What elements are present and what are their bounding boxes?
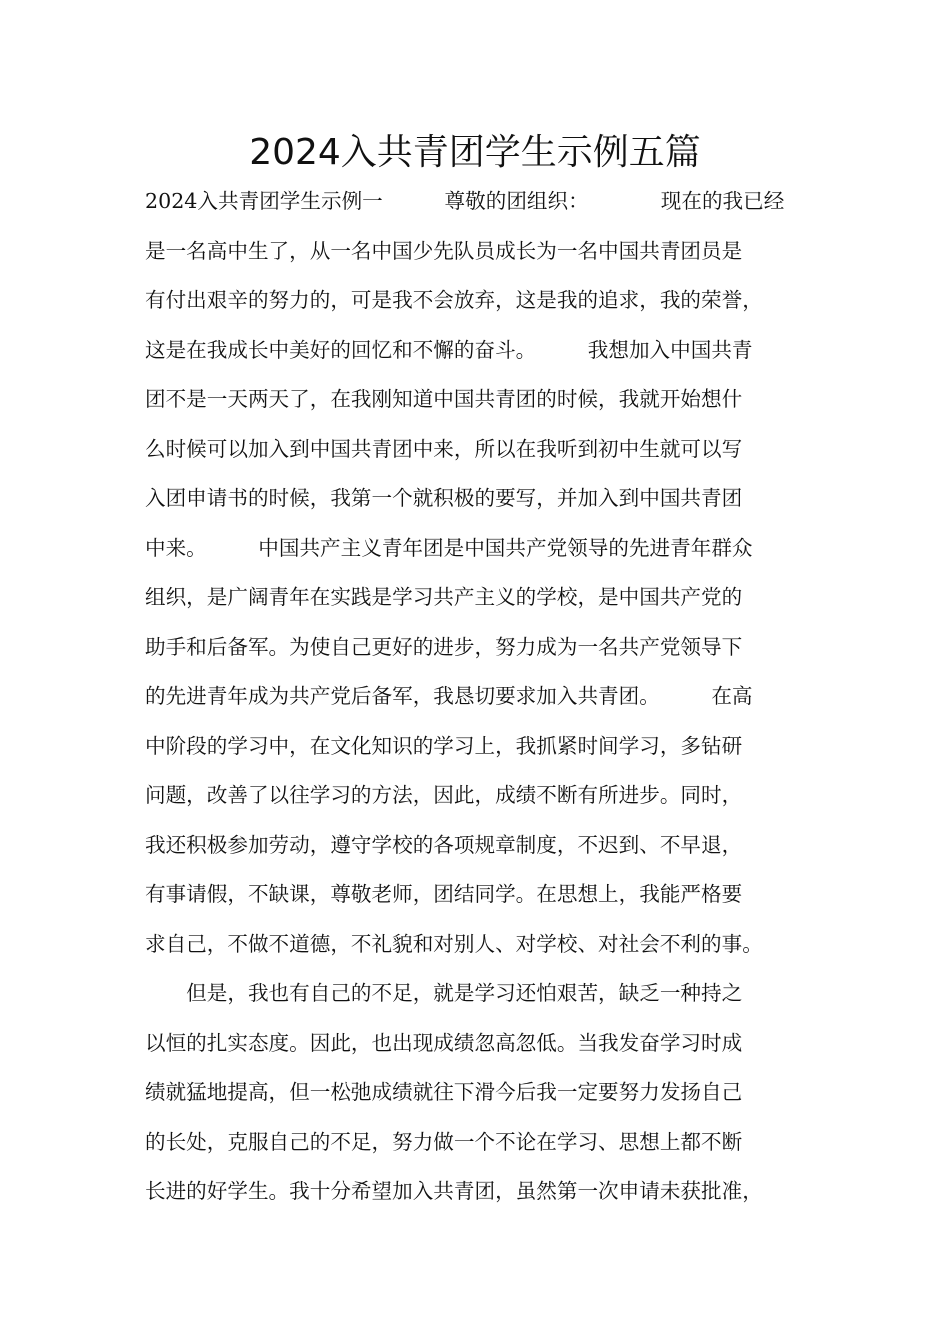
- body-line: 组织，是广阔青年在实践是学习共产主义的学校，是中国共产党的: [145, 585, 743, 609]
- body-line: 的先进青年成为共产党后备军，我恳切要求加入共青团。 在高: [145, 684, 753, 708]
- body-line: 以恒的扎实态度。因此，也出现成绩忽高忽低。当我发奋学习时成: [145, 1030, 743, 1055]
- body-line: 但是，我也有自己的不足，就是学习还怕艰苦，缺乏一种持之: [145, 981, 743, 1005]
- body-line: 入团申请书的时候，我第一个就积极的要写，并加入到中国共青团: [145, 486, 743, 510]
- body-line: 中阶段的学习中，在文化知识的学习上，我抓紧时间学习，多钻研: [145, 733, 743, 758]
- body-line: 中来。 中国共产主义青年团是中国共产党领导的先进青年群众: [145, 535, 753, 560]
- body-line: 求自己，不做不道德，不礼貌和对别人、对学校、对社会不利的事。: [145, 931, 763, 956]
- body-line: 助手和后备军。为使自己更好的进步，努力成为一名共产党领导下: [145, 634, 743, 659]
- body-line: 有事请假，不缺课，尊敬老师，团结同学。在思想上，我能严格要: [145, 882, 743, 906]
- document-title: 2024入共青团学生示例五篇: [249, 132, 701, 173]
- body-line: 么时候可以加入到中国共青团中来，所以在我听到初中生就可以写: [145, 436, 743, 461]
- body-line: 我还积极参加劳动，遵守学校的各项规章制度，不迟到、不早退，: [145, 832, 743, 857]
- body-line: 长进的好学生。我十分希望加入共青团，虽然第一次申请未获批准，: [145, 1179, 763, 1203]
- body-line: 团不是一天两天了，在我刚知道中国共青团的时候，我就开始想什: [145, 387, 743, 411]
- body-line: 2024入共青团学生示例一 尊敬的团组织： 现在的我已经: [145, 189, 785, 213]
- body-line: 问题，改善了以往学习的方法，因此，成绩不断有所进步。同时，: [145, 783, 743, 807]
- document-body: [145, 177, 845, 1217]
- body-line: 的长处，克服自己的不足，努力做一个不论在学习、思想上都不断: [145, 1129, 743, 1154]
- body-line: 是一名高中生了，从一名中国少先队员成长为一名中国共青团员是: [145, 238, 743, 263]
- body-line: 有付出艰辛的努力的，可是我不会放弃，这是我的追求，我的荣誉，: [145, 288, 763, 312]
- body-line: 这是在我成长中美好的回忆和不懈的奋斗。 我想加入中国共青: [145, 337, 753, 362]
- body-line: 绩就猛地提高，但一松弛成绩就往下滑今后我一定要努力发扬自己: [145, 1080, 743, 1104]
